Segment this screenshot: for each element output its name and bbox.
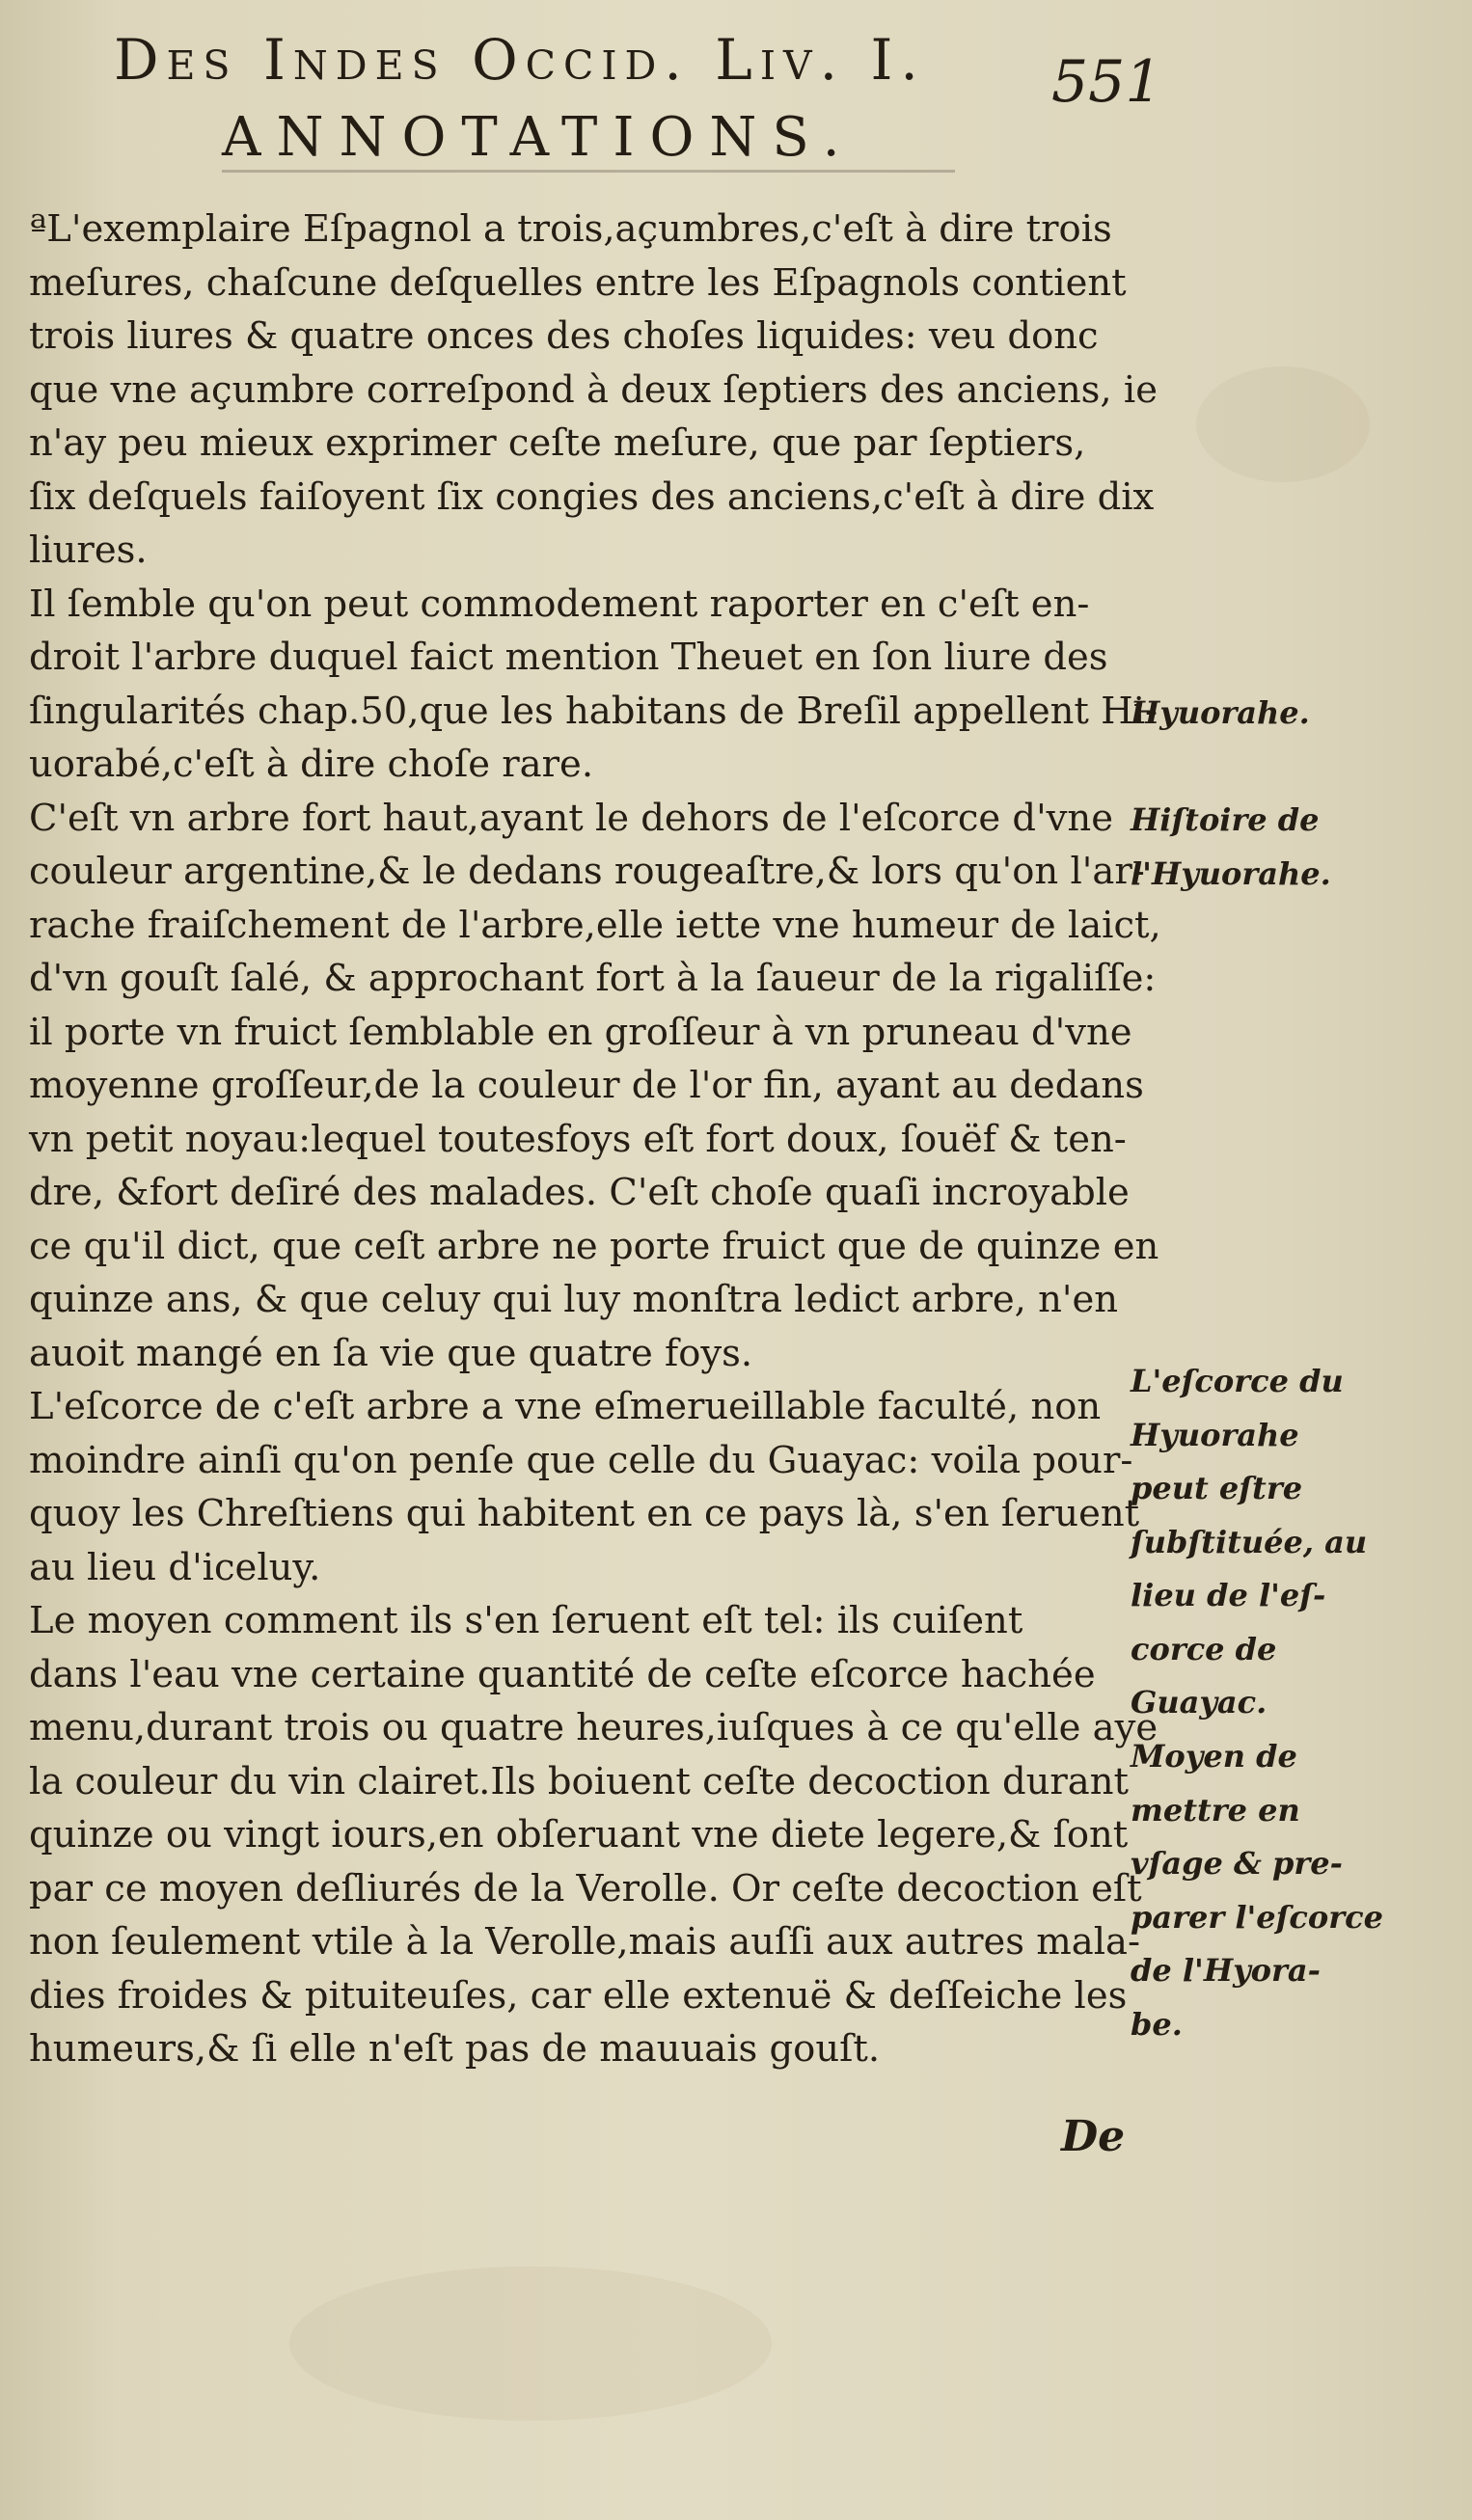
text-line: liures.: [29, 528, 148, 572]
text-line: dies froides & pituiteuſes, car elle extenuë & deſſeiche les: [29, 1973, 1128, 2018]
margin-note-line: Guayac.: [1131, 1684, 1268, 1721]
folio-number: 551: [1051, 48, 1162, 116]
text-line: au lieu d'iceluy.: [29, 1545, 321, 1589]
margin-note-line: be.: [1131, 2005, 1183, 2043]
text-line: par ce moyen deſliurés de la Verolle. Or ceſte decoction eſt: [29, 1866, 1142, 1910]
margin-note-hyuorahe: [1131, 687, 1458, 741]
margin-note-line: L'eſcorce du: [1131, 1363, 1344, 1399]
margin-note-escorce: [1131, 1355, 1458, 1730]
text-line: L'eſcorce de c'eſt arbre a vne eſmerueillable faculté, non: [29, 1385, 1102, 1428]
text-line: dans l'eau vne certaine quantité de ceſte eſcorce hachée: [29, 1652, 1096, 1696]
text-line: que vne açumbre correſpond à deux ſeptiers des anciens, ie: [29, 367, 1158, 412]
margin-note-line: Hiſtoire de: [1131, 801, 1320, 838]
text-line: humeurs,& ſi elle n'eſt pas de mauuais gouſt.: [29, 2027, 881, 2071]
text-line: meſures, chaſcune deſquelles entre les Eſpagnols contient: [29, 260, 1127, 305]
text-line: ſix deſquels faiſoyent ſix congies des anciens,c'eſt à dire dix: [29, 474, 1155, 519]
text-line: moyenne groſſeur,de la couleur de l'or fin, ayant au dedans: [29, 1064, 1144, 1107]
text-line: ªL'exemplaire Eſpagnol a trois,açumbres,c'eſt à dire trois: [29, 207, 1112, 251]
text-line: couleur argentine,& le dedans rougeaſtre,& lors qu'on l'ar-: [29, 850, 1145, 893]
header-rule: [222, 170, 955, 173]
margin-note-line: corce de: [1131, 1630, 1277, 1667]
text-line: quoy les Chreſtiens qui habitent en ce pays là, s'en ſeruent: [29, 1492, 1140, 1535]
text-line: Il ſemble qu'on peut commodement raporter en c'eſt en-: [29, 582, 1090, 626]
margin-note-moyen: [1131, 1730, 1458, 2051]
text-line: moindre ainſi qu'on penſe que celle du Guayac: voila pour-: [29, 1438, 1133, 1482]
margin-note-line: parer l'eſcorce: [1131, 1898, 1383, 1936]
text-line: il porte vn fruict ſemblable en groſſeur à vn pruneau d'vne: [29, 1010, 1132, 1054]
text-line: d'vn gouſt ſalé, & approchant fort à la ſaueur de la rigaliſſe:: [29, 957, 1157, 1000]
text-line: uorabé,c'eſt à dire choſe rare.: [29, 743, 594, 786]
running-head: Des Indes Occid. Liv. I.: [114, 27, 926, 93]
margin-note-line: ſubſtituée, au: [1131, 1523, 1368, 1560]
margin-note-line: vſage & pre-: [1131, 1845, 1343, 1882]
text-line: C'eſt vn arbre fort haut,ayant le dehors de l'eſcorce d'vne: [29, 796, 1113, 840]
text-line: quinze ou vingt iours,en obſeruant vne diete legere,& ſont: [29, 1813, 1129, 1856]
text-line: rache fraiſchement de l'arbre,elle iette vne humeur de laict,: [29, 903, 1161, 947]
text-line: n'ay peu mieux exprimer ceſte meſure, que par ſeptiers,: [29, 421, 1086, 465]
margin-note-line: Hyuorahe.: [1131, 694, 1310, 731]
text-line: auoit mangé en ſa vie que quatre foys.: [29, 1331, 753, 1375]
text-line: droit l'arbre duquel faict mention Theuet en ſon liure des: [29, 636, 1108, 679]
foxing-stain: [289, 2266, 772, 2421]
text-line: ce qu'il dict, que ceſt arbre ne porte fruict que de quinze en: [29, 1224, 1159, 1268]
text-line: vn petit noyau:lequel toutesfoys eſt fort doux, ſouëf & ten-: [29, 1117, 1127, 1161]
margin-note-histoire: [1131, 794, 1458, 901]
text-line: non ſeulement vtile à la Verolle,mais auſſi aux autres mala-: [29, 1920, 1140, 1964]
text-line: trois liures & quatre onces des choſes liquides: veu donc: [29, 314, 1099, 358]
foxing-stain: [1196, 366, 1370, 482]
margin-note-line: l'Hyuorahe.: [1131, 854, 1331, 892]
margin-note-line: de l'Hyora-: [1131, 1952, 1321, 1989]
text-line: dre, &fort deſiré des malades. C'eſt choſe quaſi incroyable: [29, 1171, 1130, 1214]
text-line: la couleur du vin clairet.Ils boiuent ceſte decoction durant: [29, 1759, 1130, 1803]
section-title: ANNOTATIONS.: [222, 106, 856, 169]
text-line: quinze ans, & que celuy qui luy monſtra ledict arbre, n'en: [29, 1278, 1119, 1321]
margin-note-line: Hyuorahe: [1131, 1416, 1299, 1453]
margin-note-line: peut eſtre: [1131, 1470, 1303, 1506]
margin-note-line: lieu de l'eſ-: [1131, 1577, 1326, 1613]
text-line: ſingularités chap.50,que les habitans de Breſil appellent Hi-: [29, 689, 1159, 733]
margin-note-line: Moyen de: [1131, 1738, 1297, 1775]
margin-note-line: mettre en: [1131, 1791, 1300, 1829]
text-line: menu,durant trois ou quatre heures,iuſques à ce qu'elle aye: [29, 1706, 1159, 1749]
catchword: De: [1061, 2112, 1126, 2161]
text-line: Le moyen comment ils s'en ſeruent eſt tel: ils cuiſent: [29, 1599, 1023, 1642]
